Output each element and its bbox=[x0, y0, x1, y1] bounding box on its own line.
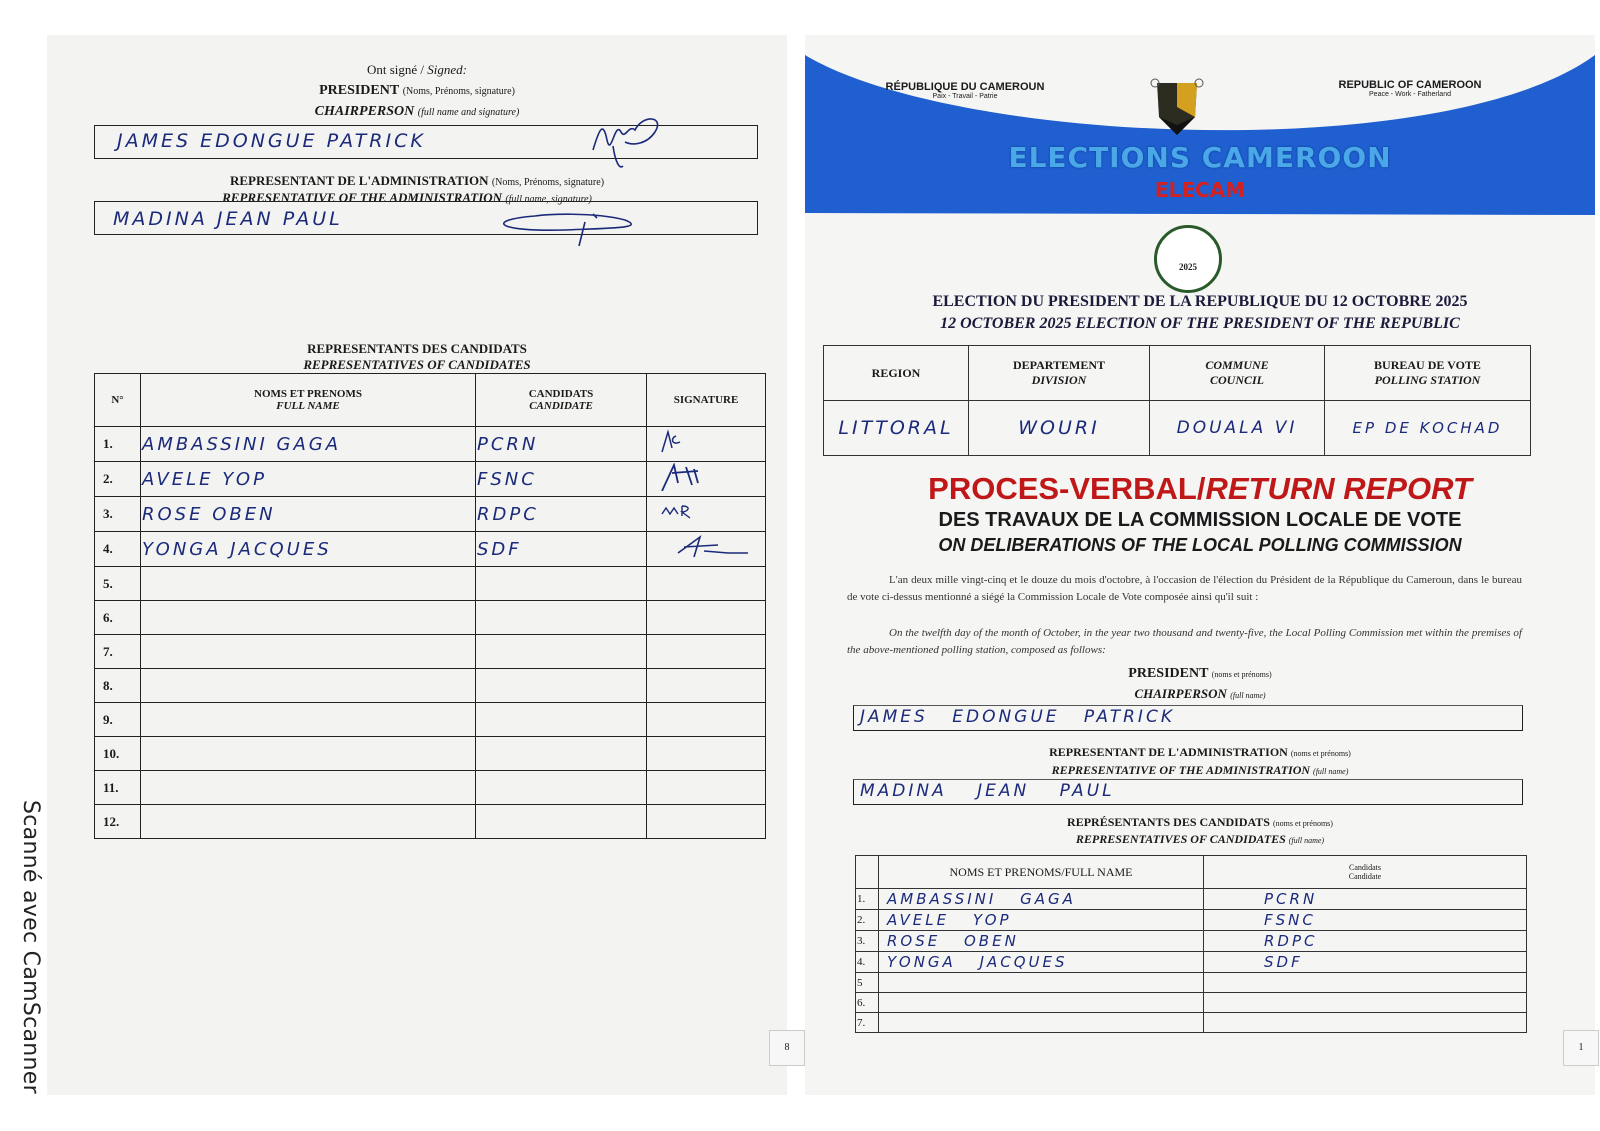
row-candidate[interactable]: FSNC bbox=[1204, 910, 1527, 931]
admin-hint-right-en: (full name) bbox=[1313, 767, 1349, 776]
table-row bbox=[856, 889, 1527, 910]
report-subtitle-fr: DES TRAVAUX DE LA COMMISSION LOCALE DE VOTE bbox=[938, 509, 1462, 531]
admin-name-value-right: MADINA JEAN PAUL bbox=[860, 781, 1115, 801]
location-values-row bbox=[824, 401, 1531, 456]
president-label-right: PRESIDENT bbox=[1128, 666, 1209, 681]
row-signature[interactable] bbox=[647, 669, 766, 703]
admin-hint-en: (full name, signature) bbox=[505, 194, 592, 205]
row-candidate[interactable] bbox=[476, 669, 647, 703]
camscanner-watermark: Scanné avec CamScanner bbox=[18, 800, 43, 1094]
elecam-seal-icon bbox=[1154, 225, 1222, 293]
admin-signature bbox=[475, 206, 665, 246]
col-num: N° bbox=[95, 374, 141, 427]
region-value[interactable]: LITTORAL bbox=[824, 401, 969, 456]
row-name[interactable] bbox=[879, 993, 1204, 1013]
coat-of-arms-icon bbox=[1149, 77, 1205, 141]
report-title-en: RETURN REPORT bbox=[1205, 471, 1472, 506]
row-signature[interactable] bbox=[647, 427, 766, 462]
org-acronym: ELECAM bbox=[1154, 178, 1246, 202]
row-candidate[interactable] bbox=[476, 805, 647, 839]
chairperson-heading bbox=[47, 104, 787, 120]
row-name[interactable] bbox=[141, 737, 476, 771]
signed-heading bbox=[47, 62, 787, 78]
col-full-name-fr: NOMS ET PRENOMS bbox=[254, 388, 362, 400]
row-candidate[interactable] bbox=[476, 771, 647, 805]
row-num: 11. bbox=[95, 771, 141, 805]
president-heading bbox=[47, 83, 787, 99]
row-num: 8. bbox=[95, 669, 141, 703]
table-header-row bbox=[856, 856, 1527, 889]
col-candidate-right-en: Candidate bbox=[1348, 872, 1382, 881]
row-name[interactable] bbox=[141, 703, 476, 737]
row-candidate[interactable]: PCRN bbox=[476, 427, 647, 462]
table-row bbox=[95, 805, 766, 839]
president-hint-right: (noms et prénoms) bbox=[1211, 670, 1272, 679]
admin-heading-right-en bbox=[805, 763, 1595, 778]
page-number-left: 8 bbox=[769, 1030, 805, 1066]
row-name[interactable]: AVELE YOP bbox=[879, 910, 1204, 931]
row-name[interactable]: YONGA JACQUES bbox=[879, 952, 1204, 973]
row-signature[interactable] bbox=[647, 601, 766, 635]
row-name[interactable]: ROSE OBEN bbox=[879, 931, 1204, 952]
row-num: 6. bbox=[95, 601, 141, 635]
division-value[interactable]: WOURI bbox=[969, 401, 1150, 456]
admin-name-field[interactable] bbox=[94, 201, 758, 235]
row-name[interactable]: AVELE YOP bbox=[141, 462, 476, 497]
row-num: 4. bbox=[95, 532, 141, 567]
president-name-value: JAMES EDONGUE PATRICK bbox=[117, 130, 426, 152]
row-signature[interactable] bbox=[647, 771, 766, 805]
row-num: 1. bbox=[856, 889, 879, 910]
row-signature[interactable] bbox=[647, 805, 766, 839]
table-row bbox=[95, 427, 766, 462]
row-signature[interactable] bbox=[647, 635, 766, 669]
admin-hint-right-fr: (noms et prénoms) bbox=[1290, 749, 1351, 758]
row-num: 7. bbox=[95, 635, 141, 669]
row-signature[interactable] bbox=[647, 532, 766, 567]
table-row bbox=[856, 952, 1527, 973]
country-fr-block bbox=[865, 81, 1065, 100]
admin-label-right-en: REPRESENTATIVE OF THE ADMINISTRATION bbox=[1051, 763, 1311, 777]
table-row bbox=[856, 1013, 1527, 1033]
admin-name-value: MADINA JEAN PAUL bbox=[113, 208, 343, 230]
col-full-name bbox=[141, 374, 476, 427]
col-candidate-right bbox=[1204, 856, 1527, 889]
col-region-label: REGION bbox=[871, 365, 921, 380]
table-row bbox=[95, 567, 766, 601]
chairperson-hint-right: (full name) bbox=[1230, 691, 1266, 700]
row-num: 9. bbox=[95, 703, 141, 737]
col-candidate bbox=[476, 374, 647, 427]
seal-year: 2025 bbox=[1179, 262, 1197, 272]
col-council-fr: COMMUNE bbox=[1205, 358, 1269, 372]
row-candidate[interactable]: SDF bbox=[1204, 952, 1527, 973]
president-name-value-right: JAMES EDONGUE PATRICK bbox=[860, 707, 1175, 727]
row-candidate[interactable] bbox=[1204, 973, 1527, 993]
motto-fr: Paix - Travail - Patrie bbox=[932, 93, 998, 100]
col-council bbox=[1150, 346, 1325, 401]
row-candidate[interactable] bbox=[476, 601, 647, 635]
row-candidate[interactable]: RDPC bbox=[476, 497, 647, 532]
table-row bbox=[95, 497, 766, 532]
table-row bbox=[95, 601, 766, 635]
row-candidate[interactable] bbox=[476, 567, 647, 601]
row-name[interactable] bbox=[141, 771, 476, 805]
row-name[interactable]: ROSE OBEN bbox=[141, 497, 476, 532]
table-row bbox=[95, 737, 766, 771]
admin-label-en: REPRESENTATIVE OF THE ADMINISTRATION bbox=[222, 190, 503, 205]
row-num: 12. bbox=[95, 805, 141, 839]
col-polling-station bbox=[1325, 346, 1531, 401]
col-num-right bbox=[856, 856, 879, 889]
signed-heading-en: Signed: bbox=[427, 62, 468, 77]
president-signature bbox=[585, 110, 675, 174]
country-en-block bbox=[1310, 79, 1510, 98]
row-num: 1. bbox=[95, 427, 141, 462]
row-candidate[interactable]: SDF bbox=[476, 532, 647, 567]
row-num: 5. bbox=[95, 567, 141, 601]
president-heading-right bbox=[805, 666, 1595, 682]
col-polling-station-fr: BUREAU DE VOTE bbox=[1374, 358, 1481, 372]
location-table bbox=[823, 345, 1531, 456]
table-row bbox=[856, 973, 1527, 993]
row-candidate[interactable] bbox=[476, 737, 647, 771]
intro-paragraph-en: On the twelfth day of the month of October, in the year two thousand and twenty-five, the Local Polling Commission met within the premises of the above-mentioned polling station, composed as follows: bbox=[847, 627, 1522, 656]
col-division-en: DIVISION bbox=[1031, 373, 1087, 387]
chairperson-label: CHAIRPERSON bbox=[314, 104, 415, 119]
table-row bbox=[95, 635, 766, 669]
col-full-name-right: NOMS ET PRENOMS/FULL NAME bbox=[879, 856, 1204, 889]
row-name[interactable] bbox=[141, 805, 476, 839]
col-full-name-en: FULL NAME bbox=[276, 400, 340, 412]
row-num: 4. bbox=[856, 952, 879, 973]
president-label: PRESIDENT bbox=[319, 83, 400, 98]
table-row bbox=[95, 703, 766, 737]
reps-title-fr-text: REPRESENTANTS DES CANDIDATS bbox=[307, 341, 527, 356]
row-num: 5 bbox=[856, 973, 879, 993]
country-en: REPUBLIC OF CAMEROON bbox=[1338, 79, 1482, 91]
row-candidate[interactable]: FSNC bbox=[476, 462, 647, 497]
report-title bbox=[805, 471, 1595, 507]
row-candidate[interactable] bbox=[476, 703, 647, 737]
reps-heading-right-fr bbox=[805, 815, 1595, 830]
admin-label-right-fr: REPRESENTANT DE L'ADMINISTRATION bbox=[1049, 745, 1288, 759]
reps-title-en-text: REPRESENTATIVES OF CANDIDATES bbox=[303, 357, 531, 372]
row-name[interactable] bbox=[141, 669, 476, 703]
table-row bbox=[856, 910, 1527, 931]
report-subtitle-en: ON DELIBERATIONS OF THE LOCAL POLLING COMMISSION bbox=[938, 535, 1462, 555]
row-name[interactable] bbox=[141, 601, 476, 635]
election-title-fr: ELECTION DU PRESIDENT DE LA REPUBLIQUE DU 12 OCTOBRE 2025 bbox=[932, 293, 1468, 310]
row-num: 2. bbox=[856, 910, 879, 931]
row-num: 7. bbox=[856, 1013, 879, 1033]
president-name-field-right[interactable] bbox=[853, 705, 1523, 731]
col-candidate-fr: CANDIDATS bbox=[528, 388, 594, 400]
table-row bbox=[856, 993, 1527, 1013]
chairperson-label-right: CHAIRPERSON bbox=[1134, 686, 1227, 701]
row-candidate[interactable] bbox=[476, 635, 647, 669]
reps-title-right-en: REPRESENTATIVES OF CANDIDATES bbox=[1075, 832, 1286, 846]
row-num: 3. bbox=[95, 497, 141, 532]
col-polling-station-en: POLLING STATION bbox=[1374, 373, 1481, 387]
admin-heading-fr bbox=[47, 173, 787, 189]
page-number-right: 1 bbox=[1563, 1030, 1599, 1066]
table-header-row bbox=[95, 374, 766, 427]
reps-hint-right-en: (full name) bbox=[1288, 836, 1325, 845]
admin-heading-right-fr bbox=[805, 745, 1595, 760]
motto-en: Peace - Work - Fatherland bbox=[1369, 91, 1451, 98]
row-name[interactable]: AMBASSINI GAGA bbox=[141, 427, 476, 462]
col-division-fr: DEPARTEMENT bbox=[1012, 358, 1106, 372]
location-header-row bbox=[824, 346, 1531, 401]
col-council-en: COUNCIL bbox=[1209, 373, 1264, 387]
row-name[interactable] bbox=[879, 1013, 1204, 1033]
row-candidate[interactable] bbox=[1204, 993, 1527, 1013]
admin-name-field-right[interactable] bbox=[853, 779, 1523, 805]
president-name-field[interactable] bbox=[94, 125, 758, 159]
row-name[interactable] bbox=[141, 567, 476, 601]
table-row bbox=[95, 771, 766, 805]
row-candidate[interactable]: PCRN bbox=[1204, 889, 1527, 910]
president-hint: (Noms, Prénoms, signature) bbox=[402, 86, 515, 97]
council-value[interactable]: DOUALA VI bbox=[1150, 401, 1325, 456]
row-num: 3. bbox=[856, 931, 879, 952]
row-num: 10. bbox=[95, 737, 141, 771]
table-row bbox=[95, 669, 766, 703]
election-title-en: 12 OCTOBER 2025 ELECTION OF THE PRESIDENT OF THE REPUBLIC bbox=[940, 315, 1460, 332]
col-region bbox=[824, 346, 969, 401]
row-name[interactable] bbox=[879, 973, 1204, 993]
left-page bbox=[47, 35, 787, 1095]
admin-hint-fr: (Noms, Prénoms, signature) bbox=[491, 177, 605, 188]
intro-paragraph-fr: L'an deux mille vingt-cinq et le douze du mois d'octobre, à l'occasion de l'élection du Président de la République du Cameroun, dans le bureau de vote ci-dessus mentionné a siégé la Commission Locale de Vote composée ainsi qu'il suit : bbox=[847, 574, 1522, 603]
reps-heading-right-en bbox=[805, 832, 1595, 847]
row-signature[interactable] bbox=[647, 737, 766, 771]
report-title-fr: PROCES-VERBAL/ bbox=[928, 471, 1206, 506]
row-name[interactable] bbox=[141, 635, 476, 669]
candidate-representatives-table-right bbox=[855, 855, 1527, 1033]
candidate-representatives-table bbox=[94, 373, 766, 839]
table-row bbox=[95, 462, 766, 497]
org-name: ELECTIONS CAMEROON bbox=[1008, 141, 1392, 174]
row-name[interactable]: AMBASSINI GAGA bbox=[879, 889, 1204, 910]
polling-station-value[interactable]: EP DE KOCHAD bbox=[1325, 401, 1531, 456]
table-row bbox=[95, 532, 766, 567]
signed-heading-fr: Ont signé / bbox=[366, 62, 425, 77]
row-signature[interactable] bbox=[647, 567, 766, 601]
row-candidate[interactable] bbox=[1204, 1013, 1527, 1033]
chairperson-hint: (full name and signature) bbox=[417, 107, 520, 118]
row-signature[interactable] bbox=[647, 497, 766, 532]
table-row bbox=[856, 931, 1527, 952]
right-page bbox=[784, 35, 1595, 1095]
reps-title-en bbox=[47, 357, 787, 373]
reps-title-fr bbox=[47, 341, 787, 357]
row-signature[interactable] bbox=[647, 703, 766, 737]
chairperson-heading-right bbox=[805, 686, 1595, 702]
row-signature[interactable] bbox=[647, 462, 766, 497]
row-name[interactable]: YONGA JACQUES bbox=[141, 532, 476, 567]
admin-label-fr: REPRESENTANT DE L'ADMINISTRATION bbox=[229, 173, 489, 188]
reps-hint-right-fr: (noms et prénoms) bbox=[1272, 819, 1333, 828]
reps-title-right-fr: REPRÉSENTANTS DES CANDIDATS bbox=[1067, 815, 1270, 829]
col-signature: SIGNATURE bbox=[647, 374, 766, 427]
col-division bbox=[969, 346, 1150, 401]
country-fr: RÉPUBLIQUE DU CAMEROUN bbox=[885, 81, 1045, 93]
col-candidate-right-fr: Candidats bbox=[1349, 863, 1381, 872]
row-num: 2. bbox=[95, 462, 141, 497]
col-candidate-en: CANDIDATE bbox=[529, 400, 593, 412]
row-num: 6. bbox=[856, 993, 879, 1013]
row-candidate[interactable]: RDPC bbox=[1204, 931, 1527, 952]
